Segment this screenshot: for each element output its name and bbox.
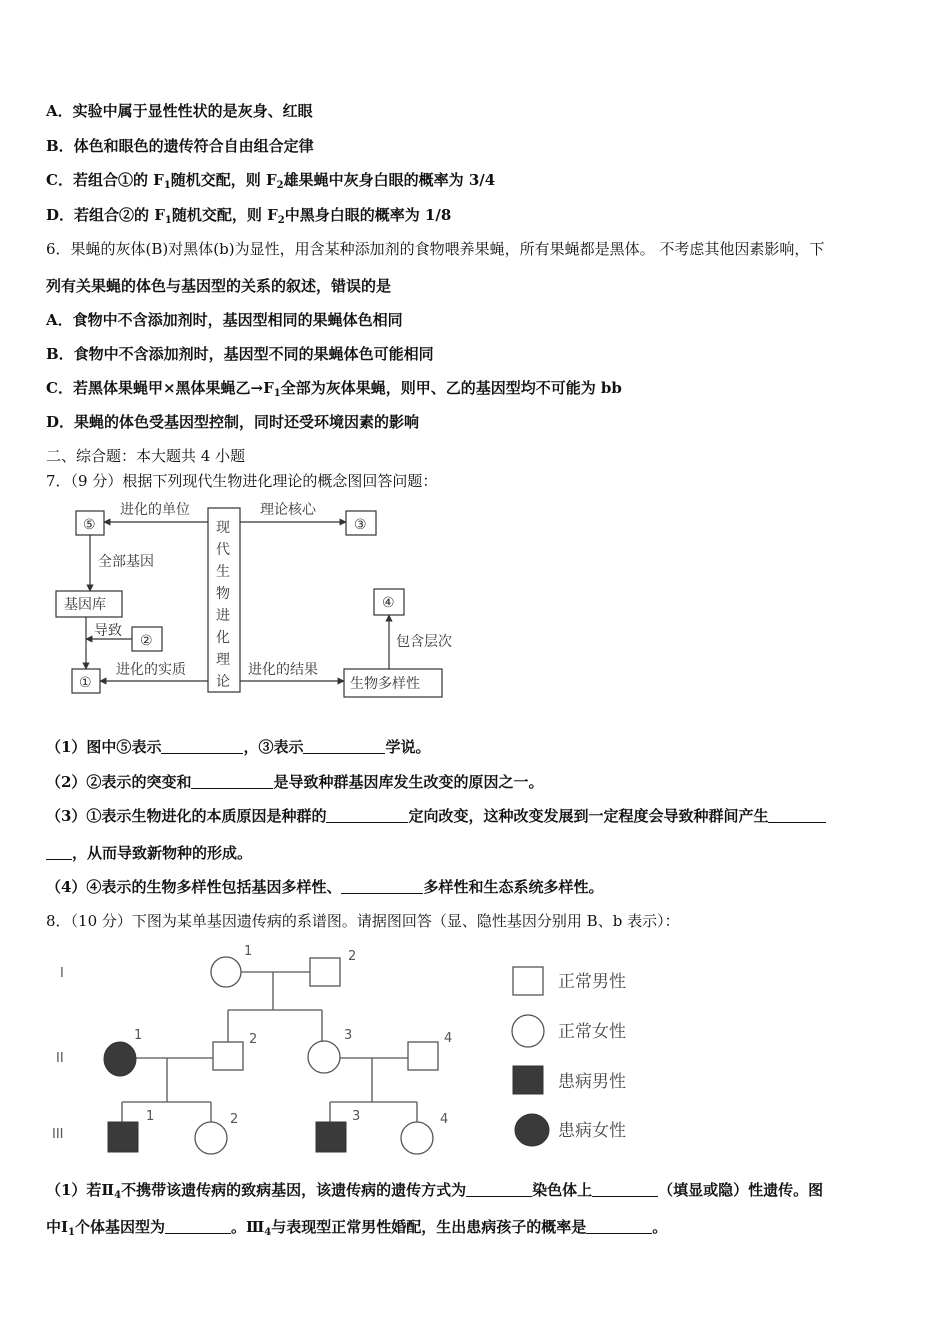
III-2-normal-female <box>195 1122 227 1154</box>
q7-stem: 7．（9 分）根据下列现代生物进化理论的概念图回答问题： <box>46 472 438 490</box>
individual-number: 1 <box>244 944 253 959</box>
unit-label: 进化的单位 <box>120 502 190 518</box>
q7-part1: （1）图中⑤表示 ，③表示 学说。 <box>46 738 431 756</box>
legend-normal-female-label: 正常女性 <box>558 1022 626 1042</box>
center-char: 代 <box>216 542 230 558</box>
q7-part3-line2: ，从而导致新物种的形成。 <box>46 843 252 863</box>
all-genes-label: 全部基因 <box>98 554 154 570</box>
levels-label: 包含层次 <box>396 634 452 650</box>
q8-part1-line2: 中$Ⅰ_1$个体基因型为 。$Ⅲ_4$与表现型正常男性婚配，生出患病孩子的概率是 。 <box>46 1218 668 1238</box>
III-3-affected-male <box>316 1122 346 1152</box>
legend-normal-male-icon <box>513 967 543 995</box>
answer-blank[interactable] <box>341 878 423 894</box>
answer-blank[interactable] <box>191 773 273 789</box>
individual-number: 2 <box>348 949 357 964</box>
II-3-normal-female <box>308 1041 340 1073</box>
individual-number: 1 <box>146 1109 155 1124</box>
individual-number: 3 <box>352 1109 361 1124</box>
center-char: 现 <box>216 520 230 536</box>
generation-III-label: III <box>52 1127 64 1142</box>
answer-blank[interactable] <box>466 1181 532 1197</box>
q8-part1-line1: （1）若$Ⅱ_4$不携带该遗传病的致病基因，该遗传病的遗传方式为 染色体上 （填显或隐）性遗传。图 <box>46 1181 824 1201</box>
III-4-normal-female <box>401 1122 433 1154</box>
center-char: 论 <box>216 674 230 690</box>
q5-option-d: D．若组合②的 $F_1$随机交配，则 $F_2$中黑身白眼的概率为 1/8 <box>46 206 452 226</box>
node-4-label: ④ <box>382 595 395 611</box>
q5-option-b: B．体色和眼色的遗传符合自由组合定律 <box>46 137 314 155</box>
q6-option-b: B．食物中不含添加剂时，基因型不同的果蝇体色可能相同 <box>46 345 434 363</box>
legend-affected-male-icon <box>513 1066 543 1094</box>
answer-blank[interactable] <box>326 807 408 823</box>
individual-number: 4 <box>444 1031 453 1046</box>
center-char: 化 <box>216 630 230 646</box>
q6-stem-line2: 列有关果蝇的体色与基因型的关系的叙述，错误的是 <box>46 277 392 295</box>
q7-part2: （2）②表示的突变和 是导致种群基因库发生改变的原因之一。 <box>46 773 544 791</box>
node-5-label: ⑤ <box>83 517 96 533</box>
node-2-label: ② <box>140 633 153 649</box>
q7-part4: （4）④表示的生物多样性包括基因多样性、 多样性和生态系统多样性。 <box>46 878 604 896</box>
center-char: 进 <box>216 608 230 624</box>
legend-affected-female-label: 患病女性 <box>558 1121 626 1141</box>
result-label: 进化的结果 <box>248 662 318 678</box>
I-1-normal-female <box>211 957 241 987</box>
node-3-label: ③ <box>354 517 367 533</box>
answer-blank[interactable] <box>46 844 72 860</box>
q5-option-c: C．若组合①的 $F_1$随机交配，则 $F_2$雄果蝇中灰身白眼的概率为 3/4 <box>46 171 496 191</box>
q5-option-a: A．实验中属于显性性状的是灰身、红眼 <box>46 102 313 120</box>
generation-I-label: I <box>60 966 64 981</box>
answer-blank[interactable] <box>165 1218 231 1234</box>
section-heading: 二、综合题：本大题共 4 小题 <box>46 447 246 465</box>
individual-number: 3 <box>344 1028 353 1043</box>
gene-pool-label: 基因库 <box>64 597 106 613</box>
node-1-label: ① <box>79 675 92 691</box>
answer-blank[interactable] <box>592 1181 658 1197</box>
q6-option-a: A．食物中不含添加剂时，基因型相同的果蝇体色相同 <box>46 311 403 329</box>
q6-stem-line1: 6．果蝇的灰体(B)对黑体(b)为显性，用含某种添加剂的食物喂养果蝇，所有果蝇都是黑体。 不考虑其他因素影响，下 <box>46 240 825 258</box>
answer-blank[interactable] <box>161 738 243 754</box>
answer-blank[interactable] <box>303 738 385 754</box>
q6-option-c: C．若黑体果蝇甲×黑体果蝇乙$\to F_1$全部为灰体果蝇，则甲、乙的基因型均不可能为 bb <box>46 379 622 399</box>
center-char: 物 <box>216 586 230 602</box>
leads-to-label: 导致 <box>94 623 122 639</box>
center-char: 生 <box>216 564 230 580</box>
q6-option-d: D．果蝇的体色受基因型控制，同时还受环境因素的影响 <box>46 413 420 431</box>
II-4-normal-male <box>408 1042 438 1070</box>
generation-II-label: II <box>56 1051 64 1066</box>
evolution-concept-map <box>46 494 466 704</box>
II-1-affected-female <box>104 1042 136 1076</box>
legend-normal-male-label: 正常男性 <box>558 972 626 992</box>
legend-normal-female-icon <box>512 1015 544 1047</box>
q8-stem: 8．（10 分）下图为某单基因遗传病的系谱图。请据图回答（显、隐性基因分别用 B、b 表示）： <box>46 912 680 930</box>
III-1-affected-male <box>108 1122 138 1152</box>
essence-label: 进化的实质 <box>116 662 186 678</box>
center-char: 理 <box>216 652 230 668</box>
core-label: 理论核心 <box>260 502 316 518</box>
answer-blank[interactable] <box>586 1218 652 1234</box>
II-2-normal-male <box>213 1042 243 1070</box>
q7-part3-line1: （3）①表示生物进化的本质原因是种群的 定向改变，这种改变发展到一定程度会导致种群间产生 <box>46 806 826 826</box>
individual-number: 4 <box>440 1112 449 1127</box>
biodiversity-label: 生物多样性 <box>350 676 420 692</box>
I-2-normal-male <box>310 958 340 986</box>
legend-affected-male-label: 患病男性 <box>558 1072 626 1092</box>
answer-blank[interactable] <box>768 807 826 823</box>
legend-affected-female-icon <box>515 1114 549 1146</box>
individual-number: 2 <box>230 1112 239 1127</box>
individual-number: 1 <box>134 1028 143 1043</box>
pedigree-chart <box>46 940 666 1162</box>
individual-number: 2 <box>249 1032 258 1047</box>
